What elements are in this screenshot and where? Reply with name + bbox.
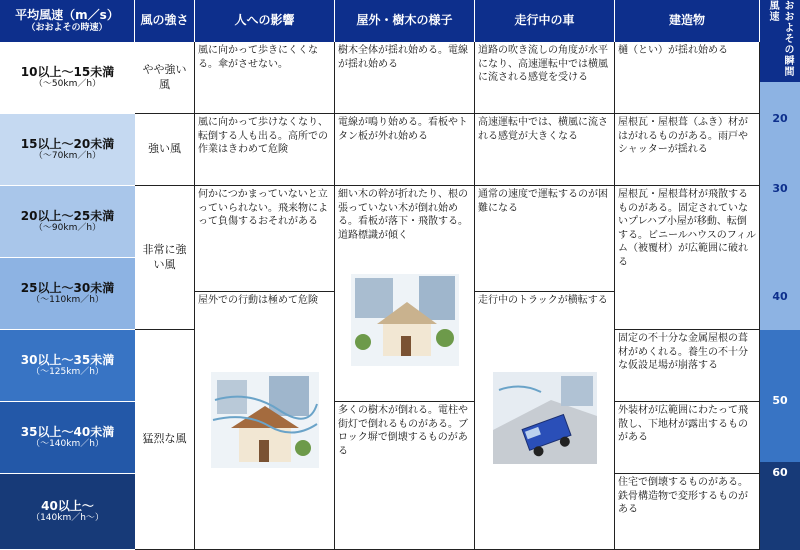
building-4: 固定の不十分な金属屋根の葺材がめくれる。養生の不十分な仮設足場が崩落する [615,330,760,402]
car-4 [475,292,615,550]
speed-kmh: （～140km／h） [31,439,104,450]
speed-value: 25以上～30未満 [20,280,115,295]
header-car: 走行中の車 [475,0,615,42]
people-2: 風に向かって歩けなくなり、転倒する人も出る。高所での作業はきわめて危険 [195,114,335,186]
speed-kmh: （～50km／h） [33,79,102,90]
people-4-text: 屋外での行動は極めて危険 [198,295,318,306]
speed-kmh: （～110km／h） [31,295,104,306]
speed-kmh: （～125km／h） [31,367,104,378]
header-strength: 風の強さ [135,0,195,42]
strength-1: やや強い風 [135,42,195,114]
header-speed-sub: （おおよその時速） [26,22,108,33]
speed-row-3 [0,186,135,258]
car-1: 道路の吹き流しの角度が水平になり、高速運転中では横風に流される感覚を受ける [475,42,615,114]
people-1: 風に向かって歩きにくくなる。傘がさせない。 [195,42,335,114]
header-gust: おおよその瞬間風速 [760,0,800,82]
header-building: 建造物 [615,0,760,42]
people-3: 何かにつかまっていないと立っていられない。飛来物によって負傷するおそれがある [195,186,335,292]
gust-tick-30: 30 [772,182,788,195]
outdoor-1: 樹木全体が揺れ始める。電線が揺れ始める [335,42,475,114]
outdoor-4: 多くの樹木が倒れる。電柱や街灯で倒れるものがある。ブロック塀で倒壊するものがある [335,402,475,550]
speed-row-2 [0,114,135,186]
speed-kmh: （～90km／h） [33,223,102,234]
speed-value: 35以上～40未満 [20,424,115,439]
speed-value: 10以上～15未満 [20,64,115,79]
header-speed-label: 平均風速（m／s） [15,7,119,22]
header-outdoor: 屋外・樹木の様子 [335,0,475,42]
speed-row-7 [0,474,135,550]
outdoor-2: 電線が鳴り始める。看板やトタン板が外れ始める [335,114,475,186]
gust-tick-20: 20 [772,112,788,125]
speed-row-5 [0,330,135,402]
header-people: 人への影響 [195,0,335,42]
speed-kmh: （140km／h～） [31,513,104,524]
trees-house-illustration [349,272,461,368]
car-2: 高速運転中では、横風に流される感覚が大きくなる [475,114,615,186]
strength-2: 強い風 [135,114,195,186]
speed-kmh: （～70km／h） [33,151,102,162]
overturned-truck-illustration [491,370,599,466]
storm-house-illustration [209,370,321,470]
speed-value: 20以上～25未満 [20,208,115,223]
car-3: 通常の速度で運転するのが困難になる [475,186,615,292]
speed-row-6 [0,402,135,474]
gust-tick-60: 60 [772,466,788,479]
strength-3: 非常に強い風 [135,186,195,330]
speed-value: 30以上～35未満 [20,352,115,367]
building-1: 樋（とい）が揺れ始める [615,42,760,114]
speed-row-1 [0,42,135,114]
building-3: 屋根瓦・屋根葺材が飛散するものがある。固定されていないプレハブ小屋が移動、転倒する。ビニールハウスのフィルム（被覆材）が広範囲に破れる [615,186,760,330]
outdoor-3-text: 細い木の幹が折れたり、根の張っていない木が倒れ始める。看板が落下・飛散する。道路標識が傾く [338,189,468,241]
speed-value: 15以上～20未満 [20,136,115,151]
strength-4: 猛烈な風 [135,330,195,550]
gust-scale [760,82,800,550]
outdoor-3 [335,186,475,402]
speed-value: 40以上～ [41,498,94,513]
gust-tick-40: 40 [772,290,788,303]
building-6: 住宅で倒壊するものがある。鉄骨構造物で変形するものがある [615,474,760,550]
car-4-text: 走行中のトラックが横転する [478,295,608,306]
building-5: 外装材が広範囲にわたって飛散し、下地材が露出するものがある [615,402,760,474]
header-speed [0,0,135,42]
people-4 [195,292,335,550]
building-2: 屋根瓦・屋根葺（ふき）材がはがれるものがある。雨戸やシャッターが揺れる [615,114,760,186]
gust-tick-50: 50 [772,394,788,407]
speed-row-4 [0,258,135,330]
